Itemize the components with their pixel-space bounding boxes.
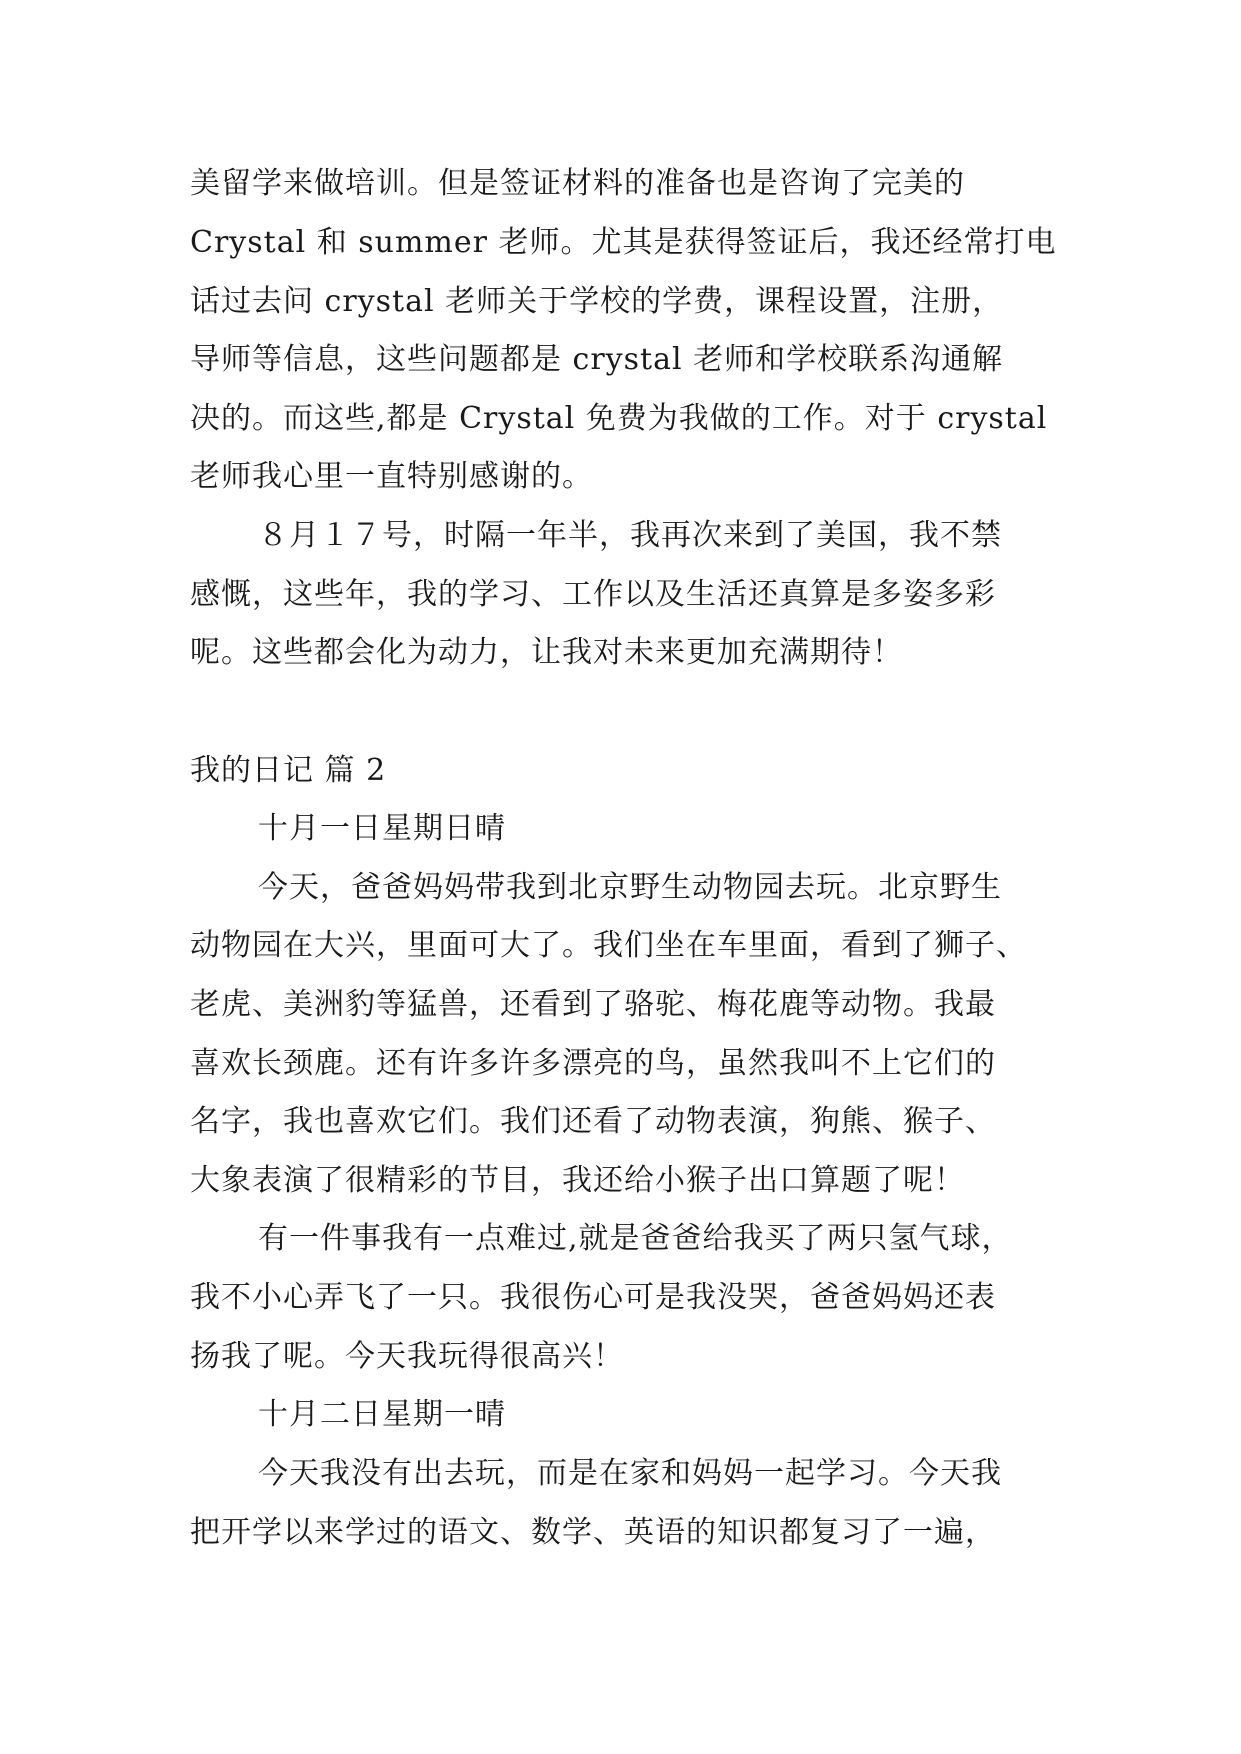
paragraph-line: 话过去问 crystal 老师关于学校的学费，课程设置，注册， bbox=[190, 284, 1004, 319]
paragraph-line: 导师等信息，这些问题都是 crystal 老师和学校联系沟通解 bbox=[190, 342, 1004, 377]
paragraph-line: 美留学来做培训。但是签证材料的准备也是咨询了完美的 bbox=[190, 166, 965, 201]
section-heading: 我的日记 篇 2 bbox=[190, 753, 387, 788]
paragraph-line: 名字，我也喜欢它们。我们还看了动物表演，狗熊、猴子、 bbox=[190, 1104, 996, 1139]
paragraph-line: 我不小心弄飞了一只。我很伤心可是我没哭，爸爸妈妈还表 bbox=[190, 1280, 996, 1315]
paragraph-line: Crystal 和 summer 老师。尤其是获得签证后，我还经常打电 bbox=[190, 225, 1057, 260]
paragraph-line: 有一件事我有一点难过,就是爸爸给我买了两只氢气球， bbox=[258, 1221, 1013, 1256]
paragraph-line: 今天我没有出去玩，而是在家和妈妈一起学习。今天我 bbox=[258, 1456, 1002, 1491]
paragraph-line: 今天，爸爸妈妈带我到北京野生动物园去玩。北京野生 bbox=[258, 870, 1002, 905]
paragraph-line: 大象表演了很精彩的节目，我还给小猴子出口算题了呢！ bbox=[190, 1163, 965, 1198]
paragraph-line: ８月１７号，时隔一年半，我再次来到了美国，我不禁 bbox=[258, 518, 1002, 553]
paragraph-line: 老师我心里一直特别感谢的。 bbox=[190, 459, 593, 494]
paragraph-line: 扬我了呢。今天我玩得很高兴！ bbox=[190, 1339, 624, 1374]
paragraph-line: 呢。这些都会化为动力，让我对未来更加充满期待！ bbox=[190, 635, 903, 670]
paragraph-line: 动物园在大兴，里面可大了。我们坐在车里面，看到了狮子、 bbox=[190, 928, 1027, 963]
paragraph-line: 决的。而这些,都是 Crystal 免费为我做的工作。对于 crystal bbox=[190, 401, 1048, 436]
diary-date: 十月二日星期一晴 bbox=[258, 1397, 506, 1432]
paragraph-line: 感慨，这些年，我的学习、工作以及生活还真算是多姿多彩 bbox=[190, 577, 996, 612]
paragraph-line: 喜欢长颈鹿。还有许多许多漂亮的鸟，虽然我叫不上它们的 bbox=[190, 1046, 996, 1081]
paragraph-line: 老虎、美洲豹等猛兽，还看到了骆驼、梅花鹿等动物。我最 bbox=[190, 987, 996, 1022]
diary-date: 十月一日星期日晴 bbox=[258, 811, 506, 846]
paragraph-line: 把开学以来学过的语文、数学、英语的知识都复习了一遍， bbox=[190, 1515, 996, 1550]
